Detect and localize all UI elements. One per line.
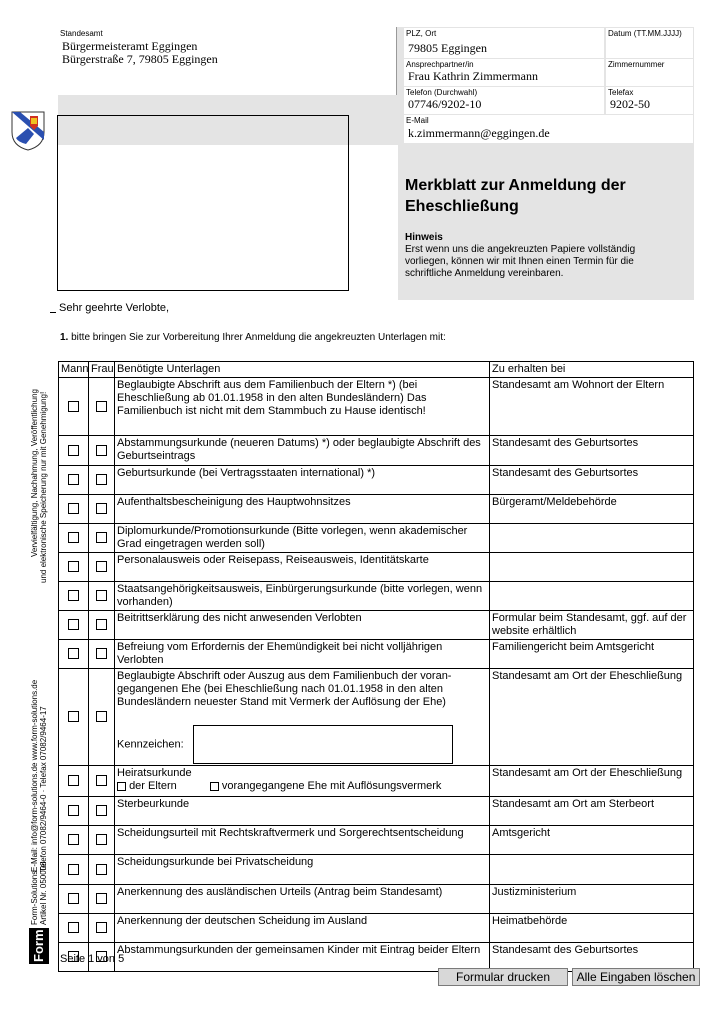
frau-checkbox[interactable] — [96, 561, 107, 572]
standesamt-label: Standesamt — [60, 29, 103, 38]
frau-checkbox[interactable] — [96, 648, 107, 659]
frau-checkbox[interactable] — [96, 445, 107, 456]
kennzeichen-label: Kennzeichen: — [117, 738, 184, 751]
telefon-field[interactable] — [404, 87, 604, 114]
frau-checkbox[interactable] — [96, 619, 107, 630]
hinweis-heading: Hinweis — [405, 232, 443, 243]
email-label: E-Mail — [406, 116, 429, 125]
telefax-label: Telefax — [608, 88, 634, 97]
mann-checkbox[interactable] — [68, 503, 79, 514]
telefon-value: 07746/9202-10 — [408, 97, 482, 111]
table-row — [59, 582, 694, 611]
doc-text: Heiratsurkunde — [117, 767, 192, 779]
kennzeichen-input[interactable] — [193, 725, 453, 764]
frau-checkbox[interactable] — [96, 711, 107, 722]
mann-checkbox[interactable] — [68, 474, 79, 485]
doc-cell: Diplomurkunde/Promotionsurkunde (Bitte vorlegen, wenn akademischer Grad eingetragen werden soll) — [115, 524, 490, 553]
contact-line-1: E-Mail: info@form-solutions.de www.form-solutions.de — [30, 679, 39, 872]
table-row — [59, 553, 694, 582]
address-window[interactable] — [57, 115, 349, 291]
source-cell: Standesamt am Ort der Eheschließung — [490, 766, 694, 797]
frau-checkbox[interactable] — [96, 503, 107, 514]
source-cell — [490, 524, 694, 553]
frau-checkbox[interactable] — [96, 864, 107, 875]
doc-cell: Scheidungsurkunde bei Privatscheidung — [115, 855, 490, 885]
source-cell: Familiengericht beim Amtsgericht — [490, 640, 694, 669]
source-cell: Standesamt des Geburtsortes — [490, 436, 694, 466]
frau-checkbox[interactable] — [96, 532, 107, 543]
doc-cell: Abstammungsurkunden der gemeinsamen Kinder mit Eintrag beider Eltern — [115, 943, 490, 972]
table-row — [59, 855, 694, 885]
source-cell — [490, 553, 694, 582]
email-field[interactable] — [404, 115, 693, 143]
mann-checkbox[interactable] — [68, 445, 79, 456]
salutation: Sehr geehrte Verlobte, — [59, 302, 170, 314]
source-cell: Bürgeramt/Meldebehörde — [490, 495, 694, 524]
source-cell: Standesamt am Ort der Eheschließung — [490, 669, 694, 766]
table-row — [59, 914, 694, 943]
hinweis-text: Erst wenn uns die angekreuzten Papiere vollständig vorliegen, können wir mit Ihnen einen Termin für die schriftliche Anmeldung vereinbaren. — [405, 244, 636, 279]
header-doc: Benötigte Unterlagen — [115, 362, 490, 378]
instruction-number: 1. — [60, 332, 69, 343]
company-line-2: Artikel Nr. 050008 — [39, 861, 48, 925]
requirements-table — [58, 361, 694, 972]
ansprechpartner-value: Frau Kathrin Zimmermann — [408, 69, 538, 83]
frau-checkbox[interactable] — [96, 893, 107, 904]
mann-checkbox[interactable] — [68, 775, 79, 786]
mann-checkbox[interactable] — [68, 922, 79, 933]
vorangegangene-ehe-label: vorangegangene Ehe mit Auflösungsvermerk — [221, 780, 442, 792]
frau-checkbox[interactable] — [96, 590, 107, 601]
copyright-line-1: Vervielfältigung, Nachahmung, Veröffentlichung — [30, 389, 39, 557]
frau-checkbox[interactable] — [96, 922, 107, 933]
telefax-field[interactable] — [606, 87, 693, 114]
contact-line-2: Telefon 07082/9464-0 · Telefax 07082/9464-17 — [39, 706, 48, 872]
table-row — [59, 885, 694, 914]
doc-cell: Staatsangehörigkeitsausweis, Einbürgerungsurkunde (bitte vorlegen, wenn vorhanden) — [115, 582, 490, 611]
ansprechpartner-field[interactable] — [404, 59, 604, 86]
doc-cell: Anerkennung des ausländischen Urteils (Antrag beim Standesamt) — [115, 885, 490, 914]
mann-checkbox[interactable] — [68, 893, 79, 904]
header-mann: Mann — [59, 362, 89, 378]
page-number: Seite 1 von 5 — [60, 953, 125, 965]
mann-checkbox[interactable] — [68, 561, 79, 572]
datum-field[interactable] — [606, 28, 693, 58]
table-row — [59, 466, 694, 495]
table-row — [59, 495, 694, 524]
doc-text: Beglaubigte Abschrift oder Auszug aus dem Familienbuch der voran-gegangenen Ehe (bei Eheschließung nach 01.01.1958 in den alten Bundesländern neuester Stand mit Vermerk der Auflösung der Ehe) — [117, 670, 452, 708]
email-value: k.zimmermann@eggingen.de — [408, 126, 550, 140]
frau-checkbox[interactable] — [96, 805, 107, 816]
table-row — [59, 826, 694, 855]
mann-checkbox[interactable] — [68, 648, 79, 659]
header-frau: Frau — [89, 362, 115, 378]
source-cell: Standesamt am Ort am Sterbeort — [490, 797, 694, 826]
mann-checkbox[interactable] — [68, 805, 79, 816]
source-cell: Standesamt des Geburtsortes — [490, 943, 694, 972]
instruction — [60, 332, 446, 343]
copyright-line-2: und elektronische Speicherung nur mit Genehmigung! — [39, 391, 48, 583]
mann-checkbox[interactable] — [68, 590, 79, 601]
page-title: Merkblatt zur Anmeldung der Eheschließung — [405, 177, 626, 215]
mann-checkbox[interactable] — [68, 711, 79, 722]
mann-checkbox[interactable] — [68, 834, 79, 845]
doc-cell: Scheidungsurteil mit Rechtskraftvermerk und Sorgerechtsentscheidung — [115, 826, 490, 855]
table-row — [59, 378, 694, 436]
doc-cell — [115, 766, 490, 797]
doc-cell: Sterbeurkunde — [115, 797, 490, 826]
table-row — [59, 797, 694, 826]
frau-checkbox[interactable] — [96, 834, 107, 845]
table-row — [59, 766, 694, 797]
coat-of-arms-icon — [10, 110, 46, 152]
fold-mark — [50, 312, 56, 313]
frau-checkbox[interactable] — [96, 775, 107, 786]
source-cell — [490, 855, 694, 885]
company-line-1: Form-Solutions — [30, 870, 39, 925]
table-row — [59, 611, 694, 640]
print-form-button[interactable]: Formular drucken — [438, 968, 568, 986]
source-cell: Formular beim Standesamt, ggf. auf der website erhältlich — [490, 611, 694, 640]
telefon-label: Telefon (Durchwahl) — [406, 88, 478, 97]
source-cell — [490, 582, 694, 611]
plz-ort-field[interactable] — [404, 28, 604, 58]
table-header-row — [59, 362, 694, 378]
header-source: Zu erhalten bei — [490, 362, 694, 378]
zimmernummer-label: Zimmernummer — [608, 60, 665, 69]
source-cell: Amtsgericht — [490, 826, 694, 855]
instruction-text: bitte bringen Sie zur Vorbereitung Ihrer Anmeldung die angekreuzten Unterlagen mit: — [68, 332, 446, 343]
standesamt-field[interactable] — [58, 27, 397, 95]
zimmernummer-field[interactable] — [606, 59, 693, 86]
table-row — [59, 436, 694, 466]
source-cell: Justizministerium — [490, 885, 694, 914]
source-cell: Heimatbehörde — [490, 914, 694, 943]
eltern-checkbox[interactable] — [117, 782, 126, 791]
table-row — [59, 524, 694, 553]
eltern-label: der Eltern — [129, 780, 177, 792]
doc-cell: Aufenthaltsbescheinigung des Hauptwohnsitzes — [115, 495, 490, 524]
doc-cell: Personalausweis oder Reisepass, Reiseausweis, Identitätskarte — [115, 553, 490, 582]
plz-ort-value: 79805 Eggingen — [408, 41, 487, 55]
doc-cell: Anerkennung der deutschen Scheidung im Ausland — [115, 914, 490, 943]
mann-checkbox[interactable] — [68, 619, 79, 630]
doc-cell: Geburtsurkunde (bei Vertragsstaaten international) *) — [115, 466, 490, 495]
doc-cell: Befreiung vom Erfordernis der Ehemündigkeit bei nicht volljährigen Verlobten — [115, 640, 490, 669]
doc-cell — [115, 669, 490, 766]
clear-all-button[interactable]: Alle Eingaben löschen — [572, 968, 700, 986]
table-row — [59, 669, 694, 766]
standesamt-address: Bürgerstraße 7, 79805 Eggingen — [62, 52, 218, 66]
vorangegangene-ehe-checkbox[interactable] — [210, 782, 219, 791]
doc-cell: Abstammungsurkunde (neueren Datums) *) oder beglaubigte Abschrift des Geburtseintrags — [115, 436, 490, 466]
doc-cell: Beglaubigte Abschrift aus dem Familienbuch der Eltern *) (bei Eheschließung ab 01.01.1958 in den alten Bundesländern) Das Familienbuch ist nicht mit dem Stammbuch zu Hause identisch! — [115, 378, 490, 436]
table-row — [59, 640, 694, 669]
logo-text: Form — [31, 929, 46, 962]
mann-checkbox[interactable] — [68, 864, 79, 875]
mann-checkbox[interactable] — [68, 532, 79, 543]
telefax-value: 9202-50 — [610, 97, 650, 111]
doc-cell: Beitrittserklärung des nicht anwesenden Verlobten — [115, 611, 490, 640]
ansprechpartner-label: Ansprechpartner/in — [406, 60, 474, 69]
frau-checkbox[interactable] — [96, 401, 107, 412]
source-cell: Standesamt des Geburtsortes — [490, 466, 694, 495]
standesamt-name: Bürgermeisteramt Eggingen — [62, 39, 198, 53]
plz-ort-label: PLZ, Ort — [406, 29, 437, 38]
mann-checkbox[interactable] — [68, 401, 79, 412]
datum-label: Datum (TT.MM.JJJJ) — [608, 29, 682, 38]
source-cell: Standesamt am Wohnort der Eltern — [490, 378, 694, 436]
form-solutions-logo — [29, 928, 49, 964]
frau-checkbox[interactable] — [96, 474, 107, 485]
